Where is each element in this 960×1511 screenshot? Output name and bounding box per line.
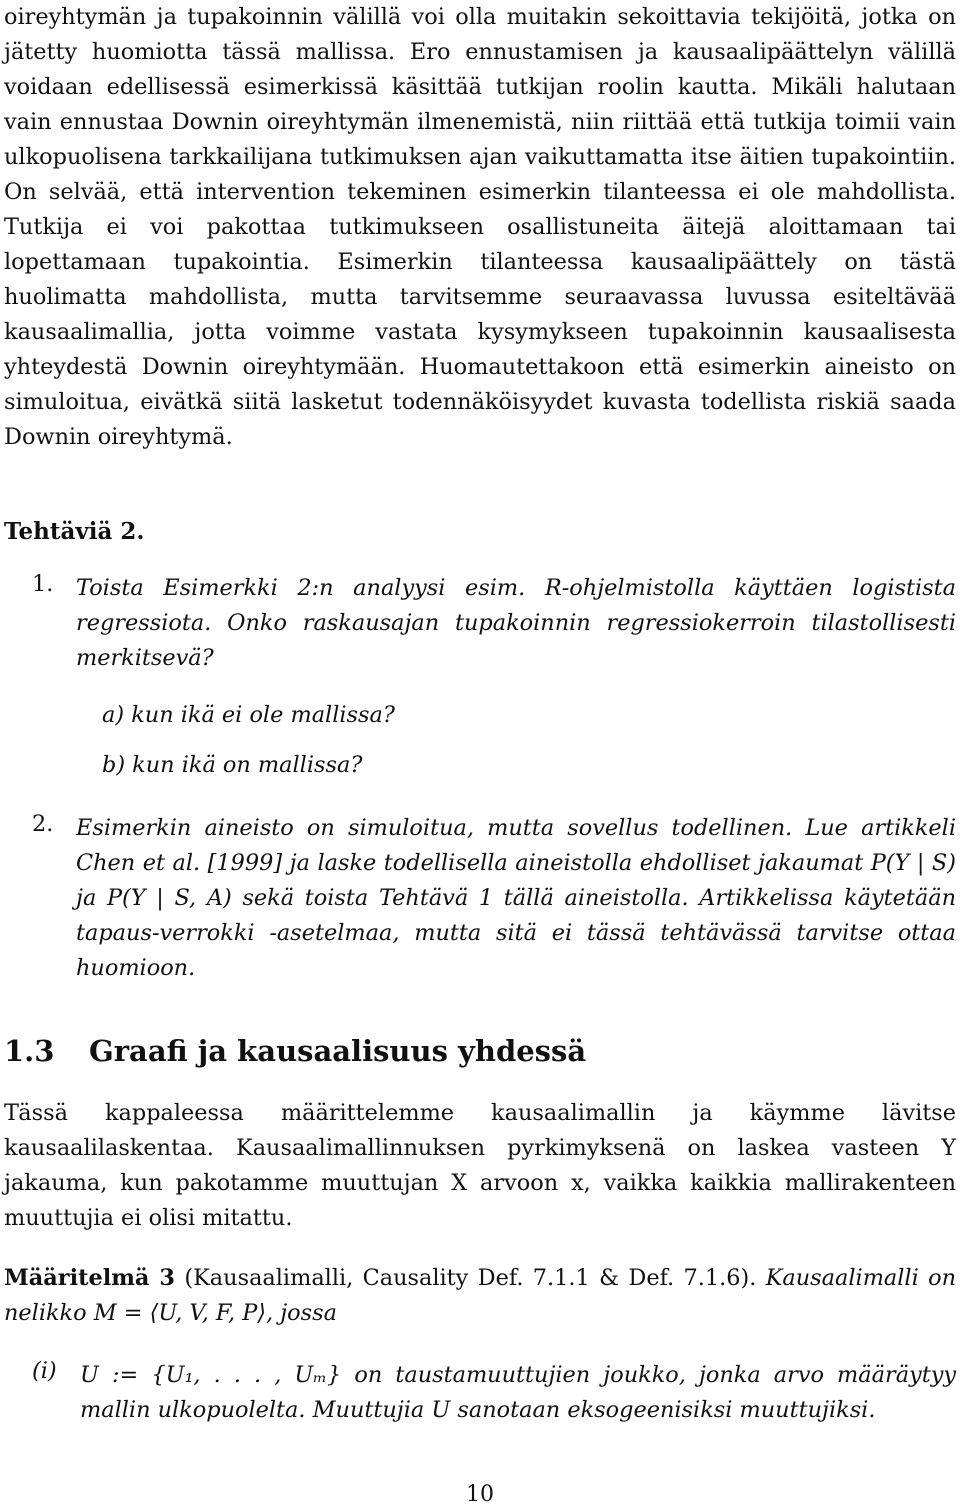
paragraph-intro: oireyhtymän ja tupakoinnin välillä voi olla muitakin sekoittavia tekijöitä, jotka on jätetty huomiotta tässä mallissa. Ero ennustamisen ja kausaalipäättelyn välillä voidaan edellisessä esimerkissä käsittää tutkijan roolin kautta. Mikäli halutaan vain ennustaa Downin oireyhtymän ilmenemistä, niin riittää että tutkija toimii vain ulkopuolisena tarkkailijana tutkimuksen ajan vaikuttamatta itse äitien tupakointiin. On selvää, että intervention tekeminen esimerkin tilanteessa ei ole mahdollista. Tutkija ei voi pakottaa tutkimukseen osallistuneita äitejä aloittamaan tai lopettamaan tupakointia. Esimerkin tilanteessa kausaalipäättely on tästä huolimatta mahdollista, mutta tarvitsemme seuraavassa luvussa esiteltävää kausaalimallia, jotta voimme vastata kysymykseen tupakoinnin kausaalisesta yhteydestä Downin oireyhtymään. Huomautettakoon että esimerkin aineisto on simuloitua, eivätkä siitä lasketut todennäköisyydet kuvasta todellista riskiä saada Downin oireyhtymä.	[4, 4, 956, 450]
exercise-1-part-a: a) kun ikä ei ole mallissa?	[102, 702, 395, 728]
exercise-1-text: Toista Esimerkki 2:n analyysi esim. R-ohjelmistolla käyttäen logistista regressiota. Onko raskausajan tupakoinnin regressiokerroin tilastollisesti merkitsevä?	[76, 575, 956, 671]
definition	[4, 1261, 956, 1331]
definition-paren: (Kausaalimalli, Causality Def. 7.1.1 & Def. 7.1.6).	[184, 1265, 757, 1291]
section-number: 1.3	[4, 1034, 55, 1068]
item-i-label: (i)	[32, 1358, 57, 1384]
exercise-1-number: 1.	[32, 571, 54, 597]
paragraph-section: Tässä kappaleessa määrittelemme kausaalimallin ja käymme lävitse kausaalilaskentaa. Kausaalimallinnuksen pyrkimyksenä on laskea vasteen Y jakauma, kun pakotamme muuttujan X arvoon x, vaikka kaikkia mallirakenteen muuttujia ei olisi mitattu.	[4, 1100, 956, 1231]
definition-lead: Määritelmä 3	[4, 1265, 175, 1291]
section-title: Graafi ja kausaalisuus yhdessä	[89, 1034, 587, 1068]
section-heading	[4, 1034, 586, 1068]
exercise-2-number: 2.	[32, 811, 54, 837]
exercise-1-part-b: b) kun ikä on mallissa?	[102, 752, 363, 778]
page-number: 10	[466, 1482, 494, 1507]
item-i-text: U := {U₁, . . . , Uₘ} on taustamuuttujien joukko, jonka arvo määräytyy mallin ulkopuolelta. Muuttujia U sanotaan eksogeenisiksi muuttujiksi.	[80, 1362, 956, 1423]
definition-text: Kausaalimalli on nelikko M = ⟨U, V, F, P⟩, jossa	[4, 1265, 956, 1326]
exercise-2-text: Esimerkin aineisto on simuloitua, mutta sovellus todellinen. Lue artikkeli Chen et al. [1999] ja laske todellisella aineistolla ehdolliset jakaumat P(Y | S) ja P(Y | S, A) sekä toista Tehtävä 1 tällä aineistolla. Artikkelissa käytetään tapaus-verrokki -asetelmaa, mutta sitä ei tässä tehtävässä tarvitse ottaa huomioon.	[76, 815, 956, 981]
exercises-heading: Tehtäviä 2.	[4, 518, 145, 545]
